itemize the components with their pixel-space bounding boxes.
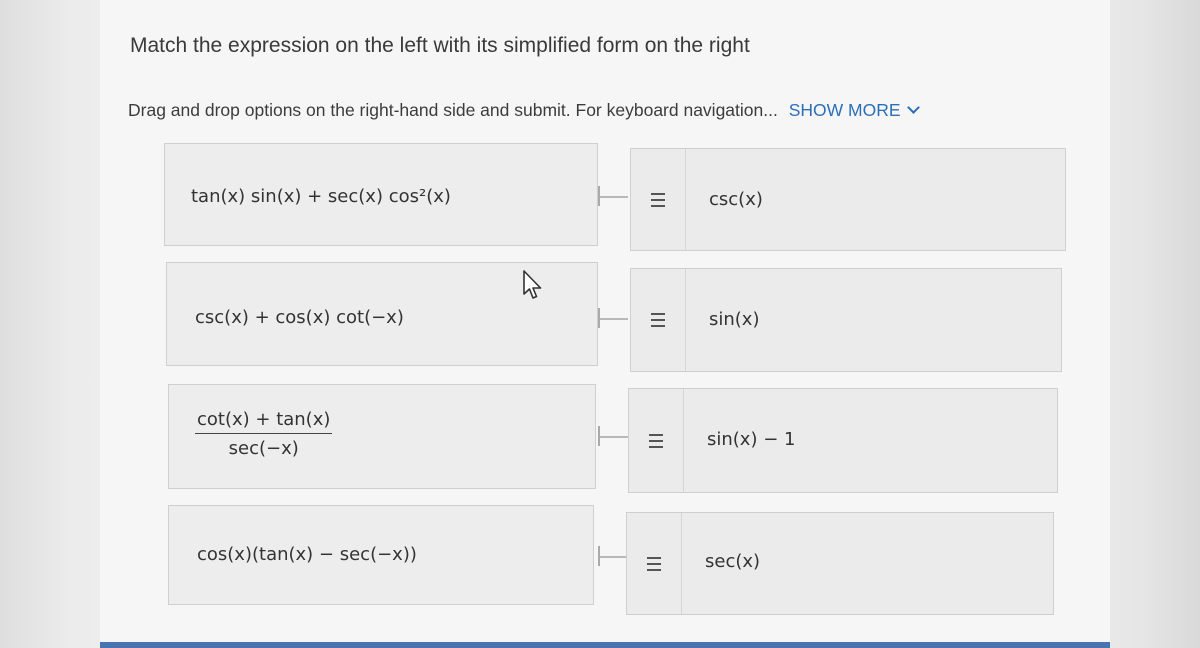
answer-option-4[interactable] [626,512,1054,615]
answer-option-1[interactable] [630,148,1066,251]
drag-handle[interactable] [631,269,686,371]
answer-expression-2: sin(x) [709,309,760,330]
chevron-down-icon [907,101,920,114]
premise-denominator-3: sec(−x) [228,438,299,459]
drag-handle[interactable] [629,389,684,492]
premise-expression-1: tan(x) sin(x) + sec(x) cos²(x) [191,186,451,207]
drag-handle-icon [649,434,663,448]
premise-fraction-3 [195,409,332,459]
drag-handle-icon [651,313,665,327]
drag-handle[interactable] [631,149,686,250]
drag-handle-icon [647,557,661,571]
answer-expression-1: csc(x) [709,189,763,210]
question-instruction: Match the expression on the left with its simplified form on the right [130,34,750,57]
helper-text-row [128,100,918,121]
answer-option-3[interactable] [628,388,1058,493]
premise-box-1 [164,143,598,246]
bottom-accent-bar [100,642,1110,648]
helper-text: Drag and drop options on the right-hand side and submit. For keyboard navigation... [128,100,778,120]
show-more-link[interactable] [789,100,918,120]
drag-handle-icon [651,193,665,207]
answer-expression-4: sec(x) [705,551,761,572]
mouse-pointer-icon [522,270,544,302]
answer-expression-3: sin(x) − 1 [707,429,796,450]
show-more-label: SHOW MORE [788,100,901,120]
connector-line-2 [598,318,628,320]
drag-handle[interactable] [627,513,682,614]
connector-tick-1 [598,186,600,206]
connector-line-1 [598,196,628,198]
connector-line-3 [598,436,628,438]
connector-tick-4 [598,546,600,566]
premise-expression-4: cos(x)(tan(x) − sec(−x)) [197,544,417,565]
premise-expression-2: csc(x) + cos(x) cot(−x) [195,307,404,328]
connector-tick-3 [598,426,600,446]
connector-line-4 [598,556,628,558]
premise-box-4 [168,505,594,605]
connector-tick-2 [598,308,600,328]
answer-option-2[interactable] [630,268,1062,372]
premise-box-3 [168,384,596,489]
premise-numerator-3: cot(x) + tan(x) [195,409,332,434]
